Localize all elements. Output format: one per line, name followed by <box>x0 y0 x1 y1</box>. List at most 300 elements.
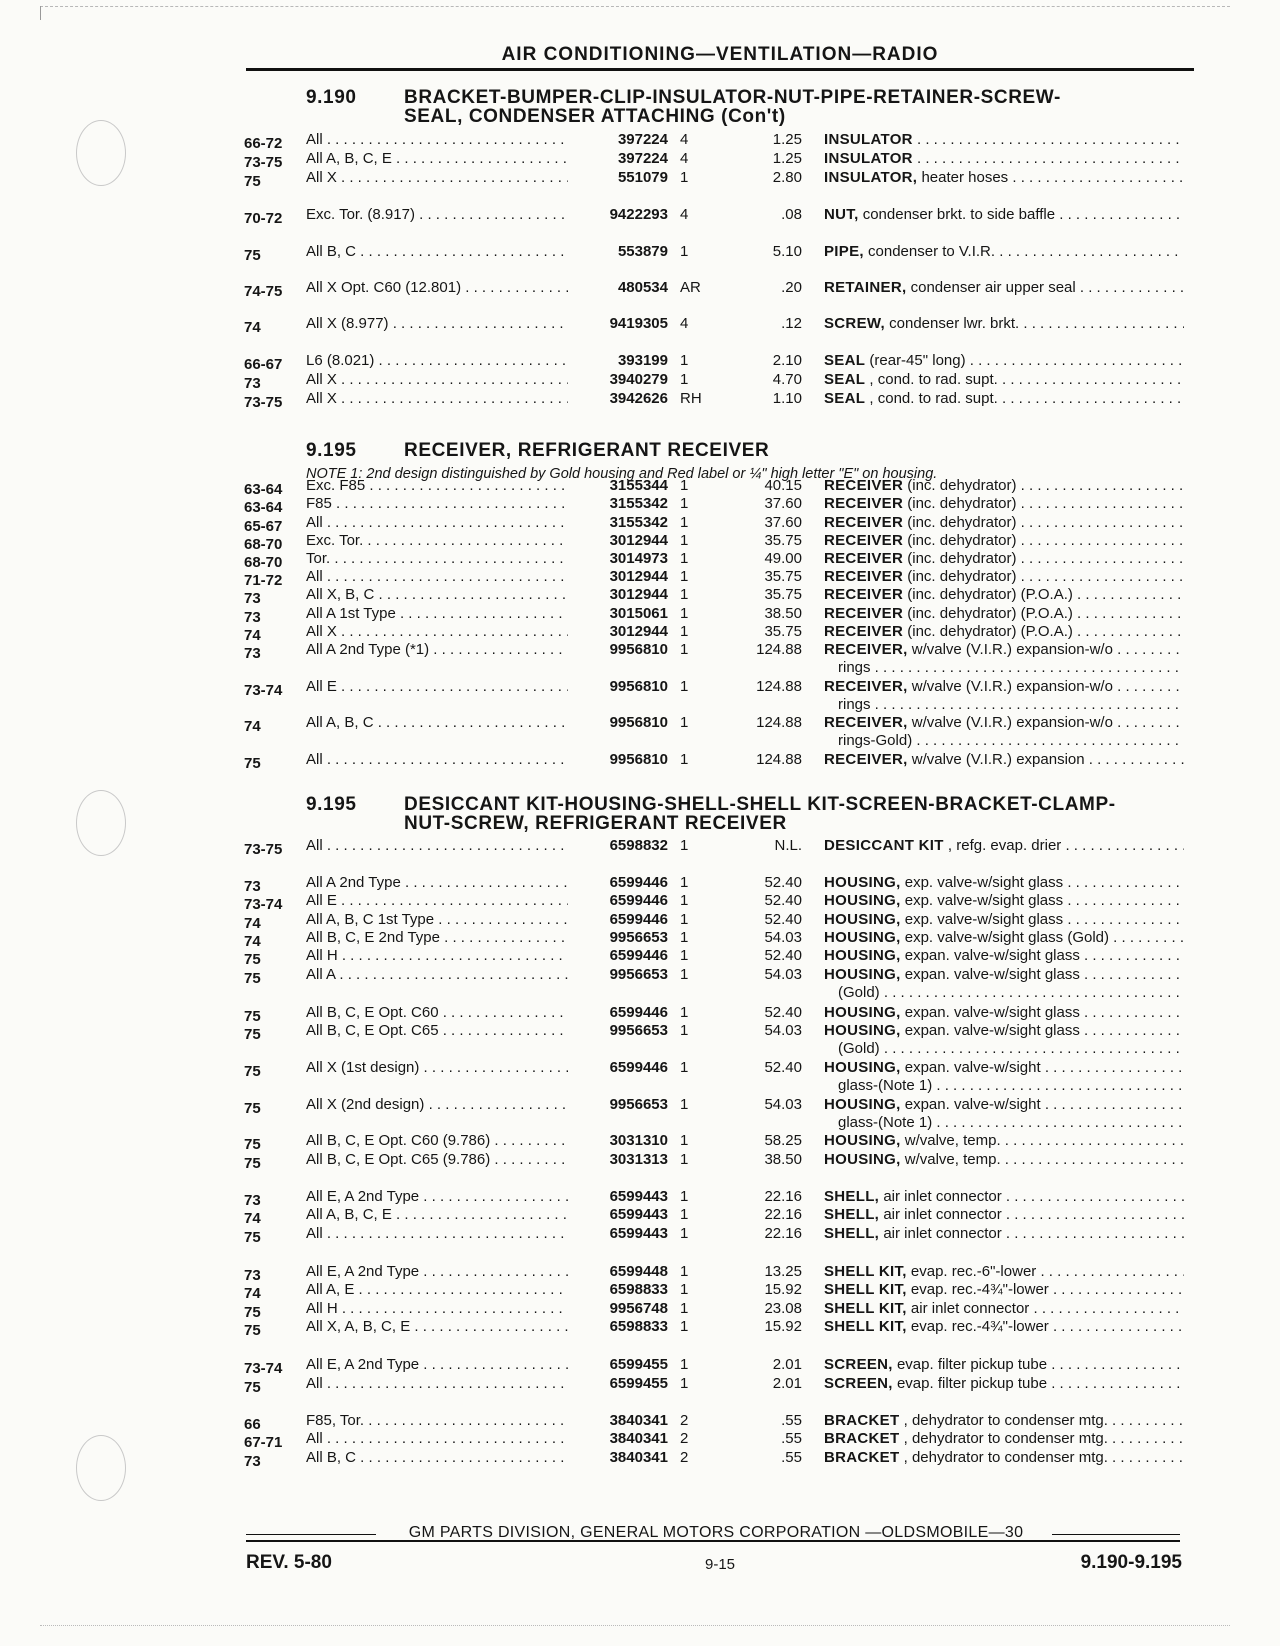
model-application: All X (8.977) . . . <box>306 314 568 333</box>
quantity: 1 <box>680 352 689 369</box>
footer-rule-left <box>246 1534 376 1535</box>
list-price: .08 <box>781 206 802 223</box>
part-name: RECEIVER <box>824 550 904 567</box>
quantity: 1 <box>680 532 689 549</box>
part-name: RECEIVER <box>824 477 904 494</box>
part-name: BRACKET <box>824 1430 900 1447</box>
model-application: All A 2nd Type . . . <box>306 873 568 892</box>
part-description <box>824 677 1184 696</box>
part-name: SCREEN, <box>824 1375 893 1392</box>
part-number: 9956748 <box>609 1300 668 1317</box>
part-detail: (inc. dehydrator) (P.O.A.) <box>907 623 1073 640</box>
part-name: HOUSING, <box>824 892 901 909</box>
quantity: 1 <box>680 243 689 260</box>
list-price: .55 <box>781 1449 802 1466</box>
part-detail: expan. valve-w/sight glass <box>904 966 1080 983</box>
parts-row <box>0 928 1280 950</box>
part-name: HOUSING, <box>824 929 901 946</box>
part-number: 9956810 <box>609 751 668 768</box>
model-application: L6 (8.021) . . . <box>306 351 568 370</box>
list-price: 52.40 <box>764 947 802 964</box>
quantity: 1 <box>680 514 689 531</box>
quantity: 2 <box>680 1449 689 1466</box>
model-year: 66-67 <box>244 356 283 373</box>
list-price: 38.50 <box>764 605 802 622</box>
part-number: 6599455 <box>609 1356 668 1373</box>
part-name: RECEIVER <box>824 586 904 603</box>
parts-row <box>0 314 1280 336</box>
part-description <box>824 1429 1184 1448</box>
model-application: All X (1st design) . . . <box>306 1058 568 1077</box>
part-number: 6598833 <box>609 1281 668 1298</box>
scan-edge-left <box>40 6 41 20</box>
header-rule <box>246 68 1194 71</box>
model-application: All X . . . <box>306 168 568 187</box>
model-year: 75 <box>244 1322 261 1339</box>
quantity: 2 <box>680 1430 689 1447</box>
part-name: SHELL, <box>824 1225 880 1242</box>
footer-rule-bottom <box>246 1540 1180 1542</box>
quantity: AR <box>680 279 701 296</box>
model-year: 75 <box>244 173 261 190</box>
part-name: RECEIVER, <box>824 751 908 768</box>
part-name: HOUSING, <box>824 1096 901 1113</box>
part-name: RECEIVER <box>824 495 904 512</box>
list-price: 22.16 <box>764 1206 802 1223</box>
list-price: .12 <box>781 315 802 332</box>
list-price: 1.25 <box>772 150 802 167</box>
part-name: HOUSING, <box>824 966 901 983</box>
model-application: All . . . <box>306 750 568 769</box>
part-detail: exp. valve-w/sight glass <box>904 892 1064 909</box>
list-price: 35.75 <box>764 532 802 549</box>
part-number: 3155342 <box>609 514 668 531</box>
part-number: 3012944 <box>609 586 668 603</box>
model-year: 73 <box>244 1192 261 1209</box>
part-description <box>824 278 1184 297</box>
quantity: 1 <box>680 678 689 695</box>
quantity: 1 <box>680 1151 689 1168</box>
quantity: 1 <box>680 929 689 946</box>
model-year: 73-75 <box>244 154 283 171</box>
description-continuation: glass-(Note 1) . . . <box>838 1076 1184 1095</box>
part-number: 9419305 <box>609 315 668 332</box>
model-application: All X (2nd design) . . . <box>306 1095 568 1114</box>
part-detail: , dehydrator to condenser mtg. <box>903 1430 1108 1447</box>
parts-row <box>0 1280 1280 1302</box>
list-price: .20 <box>781 279 802 296</box>
part-detail: evap. rec.-6"-lower <box>910 1263 1037 1280</box>
model-year: 70-72 <box>244 210 283 227</box>
part-name: SHELL KIT, <box>824 1318 907 1335</box>
quantity: RH <box>680 390 702 407</box>
part-name: RECEIVER <box>824 605 904 622</box>
model-year: 74 <box>244 933 261 950</box>
model-year: 75 <box>244 1026 261 1043</box>
part-name: HOUSING, <box>824 1022 901 1039</box>
parts-row <box>0 1355 1280 1377</box>
quantity: 1 <box>680 714 689 731</box>
quantity: 4 <box>680 150 689 167</box>
description-continuation: glass-(Note 1) . . . <box>838 1113 1184 1132</box>
quantity: 1 <box>680 550 689 567</box>
model-year: 73 <box>244 609 261 626</box>
quantity: 1 <box>680 623 689 640</box>
part-number: 3014973 <box>609 550 668 567</box>
part-detail: expan. valve-w/sight glass <box>904 1022 1080 1039</box>
section-title: DESICCANT KIT-HOUSING-SHELL-SHELL KIT-SCREEN-BRACKET-CLAMP- NUT-SCREW, REFRIGERANT RECEIVER <box>404 794 1116 834</box>
part-number: 6599446 <box>609 1004 668 1021</box>
quantity: 4 <box>680 206 689 223</box>
description-continuation: (Gold) . . . <box>838 983 1184 1002</box>
part-number: 6599446 <box>609 911 668 928</box>
model-application: All X Opt. C60 (12.801) . . . <box>306 278 568 297</box>
part-description <box>824 1205 1184 1224</box>
quantity: 1 <box>680 947 689 964</box>
list-price: 54.03 <box>764 966 802 983</box>
parts-row <box>0 1150 1280 1172</box>
quantity: 4 <box>680 131 689 148</box>
model-application: All . . . <box>306 130 568 149</box>
part-description <box>824 873 1184 892</box>
part-description <box>824 910 1184 929</box>
part-number: 3155344 <box>609 477 668 494</box>
parts-row <box>0 677 1280 699</box>
quantity: 1 <box>680 641 689 658</box>
part-description <box>824 640 1184 659</box>
part-number: 3012944 <box>609 568 668 585</box>
part-description <box>824 946 1184 965</box>
model-application: All A, B, C, E . . . <box>306 1205 568 1224</box>
parts-row <box>0 1187 1280 1209</box>
parts-row <box>0 891 1280 913</box>
part-detail: air inlet connector <box>883 1225 1002 1242</box>
section-heading <box>306 441 1164 460</box>
part-description <box>824 1003 1184 1022</box>
part-name: BRACKET <box>824 1449 900 1466</box>
part-number: 6599443 <box>609 1206 668 1223</box>
model-application: All B, C . . . <box>306 242 568 261</box>
part-detail: condenser brkt. to side baffle <box>862 206 1056 223</box>
part-number: 9956810 <box>609 641 668 658</box>
list-price: 124.88 <box>756 641 802 658</box>
part-detail: evap. rec.-4¾"-lower <box>910 1281 1049 1298</box>
part-name: INSULATOR <box>824 131 913 148</box>
part-number: 393199 <box>617 352 668 369</box>
part-description <box>824 149 1184 168</box>
part-name: HOUSING, <box>824 947 901 964</box>
model-application: All E . . . <box>306 891 568 910</box>
part-detail: expan. valve-w/sight <box>904 1096 1041 1113</box>
parts-row <box>0 370 1280 392</box>
part-detail: w/valve (V.I.R.) expansion-w/o <box>911 714 1113 731</box>
part-name: PIPE, <box>824 243 864 260</box>
part-description <box>824 1187 1184 1206</box>
model-year: 73-75 <box>244 394 283 411</box>
parts-row <box>0 1205 1280 1227</box>
part-name: HOUSING, <box>824 874 901 891</box>
list-price: 35.75 <box>764 623 802 640</box>
model-application: All E . . . <box>306 677 568 696</box>
list-price: 1.10 <box>772 390 802 407</box>
quantity: 1 <box>680 751 689 768</box>
part-detail: expan. valve-w/sight glass <box>904 947 1080 964</box>
parts-row <box>0 205 1280 227</box>
list-price: 52.40 <box>764 892 802 909</box>
model-year: 75 <box>244 1100 261 1117</box>
part-detail: expan. valve-w/sight <box>904 1059 1041 1076</box>
part-description <box>824 531 1184 550</box>
model-application: All B, C . . . <box>306 1448 568 1467</box>
model-application: All A, E . . . <box>306 1280 568 1299</box>
model-application: All X, B, C . . . <box>306 585 568 604</box>
part-number: 3942626 <box>609 390 668 407</box>
part-name: DESICCANT KIT <box>824 837 944 854</box>
scan-edge-bottom <box>40 1625 1230 1626</box>
part-detail: (rear-45" long) <box>869 352 966 369</box>
model-year: 74 <box>244 718 261 735</box>
part-description <box>824 1355 1184 1374</box>
part-number: 3840341 <box>609 1449 668 1466</box>
part-name: RECEIVER <box>824 514 904 531</box>
model-year: 73 <box>244 1453 261 1470</box>
model-year: 74-75 <box>244 283 283 300</box>
model-application: All X . . . <box>306 389 568 408</box>
part-name: RETAINER, <box>824 279 907 296</box>
parts-row <box>0 604 1280 626</box>
part-number: 397224 <box>617 131 668 148</box>
quantity: 1 <box>680 1263 689 1280</box>
list-price: 124.88 <box>756 714 802 731</box>
quantity: 1 <box>680 1206 689 1223</box>
part-description <box>824 713 1184 732</box>
parts-row <box>0 1131 1280 1153</box>
part-detail: evap. filter pickup tube <box>896 1375 1048 1392</box>
part-name: HOUSING, <box>824 1151 901 1168</box>
model-year: 67-71 <box>244 1434 283 1451</box>
part-number: 6599446 <box>609 1059 668 1076</box>
part-description <box>824 351 1184 370</box>
part-description <box>824 494 1184 513</box>
model-application: F85 . . . <box>306 494 568 513</box>
part-number: 397224 <box>617 150 668 167</box>
model-application: All . . . <box>306 1429 568 1448</box>
model-application: All X . . . <box>306 370 568 389</box>
model-application: All X, A, B, C, E . . . <box>306 1317 568 1336</box>
model-year: 74 <box>244 319 261 336</box>
part-description <box>824 585 1184 604</box>
list-price: 4.70 <box>772 371 802 388</box>
part-description <box>824 1280 1184 1299</box>
quantity: 1 <box>680 966 689 983</box>
list-price: 35.75 <box>764 568 802 585</box>
quantity: 1 <box>680 477 689 494</box>
model-application: All . . . <box>306 1374 568 1393</box>
parts-row <box>0 836 1280 858</box>
parts-row <box>0 149 1280 171</box>
parts-row <box>0 130 1280 152</box>
part-name: RECEIVER, <box>824 641 908 658</box>
model-year: 68-70 <box>244 554 283 571</box>
model-year: 63-64 <box>244 499 283 516</box>
list-price: 37.60 <box>764 514 802 531</box>
part-description <box>824 242 1184 261</box>
section-heading <box>306 88 1164 126</box>
part-name: HOUSING, <box>824 1132 901 1149</box>
list-price: 54.03 <box>764 1096 802 1113</box>
model-year: 73-75 <box>244 841 283 858</box>
section-note: NOTE 1: 2nd design distinguished by Gold housing and Red label or ¼" high letter "E" on housing. <box>306 466 938 482</box>
parts-row <box>0 242 1280 264</box>
part-detail: , cond. to rad. supt. <box>869 390 998 407</box>
part-description <box>824 750 1184 769</box>
footer-publisher: GM PARTS DIVISION, GENERAL MOTORS CORPORATION —OLDSMOBILE—30 <box>408 1524 1024 1541</box>
part-description <box>824 928 1184 947</box>
model-year: 66-72 <box>244 135 283 152</box>
part-number: 3840341 <box>609 1412 668 1429</box>
part-detail: condenser to V.I.R. <box>868 243 996 260</box>
part-description <box>824 1224 1184 1243</box>
parts-row <box>0 1411 1280 1433</box>
part-description <box>824 622 1184 641</box>
section-title: BRACKET-BUMPER-CLIP-INSULATOR-NUT-PIPE-RETAINER-SCREW- SEAL, CONDENSER ATTACHING (Con't) <box>404 87 1061 127</box>
model-application: All . . . <box>306 836 568 855</box>
parts-row <box>0 494 1280 516</box>
quantity: 2 <box>680 1412 689 1429</box>
list-price: 22.16 <box>764 1225 802 1242</box>
description-continuation: rings . . . <box>838 658 1184 677</box>
parts-row <box>0 640 1280 662</box>
model-year: 63-64 <box>244 481 283 498</box>
parts-row <box>0 1095 1280 1117</box>
part-number: 6599443 <box>609 1225 668 1242</box>
parts-row <box>0 873 1280 895</box>
part-number: 6598832 <box>609 837 668 854</box>
model-year: 75 <box>244 1155 261 1172</box>
list-price: 15.92 <box>764 1281 802 1298</box>
model-application: F85, Tor. . . . <box>306 1411 568 1430</box>
parts-row <box>0 1262 1280 1284</box>
parts-row <box>0 567 1280 589</box>
part-name: INSULATOR <box>824 150 913 167</box>
part-detail: w/valve, temp. <box>904 1151 1001 1168</box>
quantity: 1 <box>680 568 689 585</box>
part-description <box>824 1095 1184 1114</box>
model-year: 71-72 <box>244 572 283 589</box>
part-detail: (inc. dehydrator) (P.O.A.) <box>907 605 1073 622</box>
part-description <box>824 205 1184 224</box>
quantity: 1 <box>680 586 689 603</box>
part-number: 9956653 <box>609 1096 668 1113</box>
part-number: 6599446 <box>609 874 668 891</box>
footer-section-range: 9.190-9.195 <box>1080 1552 1182 1573</box>
model-year: 73 <box>244 645 261 662</box>
footer-rule-right <box>1052 1534 1180 1535</box>
part-number: 553879 <box>617 243 668 260</box>
page-header: AIR CONDITIONING—VENTILATION—RADIO <box>501 44 939 65</box>
model-application: All H . . . <box>306 1299 568 1318</box>
model-year: 74 <box>244 915 261 932</box>
model-application: All A 2nd Type (*1) . . . <box>306 640 568 659</box>
part-number: 3012944 <box>609 532 668 549</box>
part-number: 3840341 <box>609 1430 668 1447</box>
part-description <box>824 549 1184 568</box>
model-application: All B, C, E 2nd Type . . . <box>306 928 568 947</box>
list-price: 1.25 <box>772 131 802 148</box>
part-number: 480534 <box>617 279 668 296</box>
model-year: 66 <box>244 1416 261 1433</box>
parts-row <box>0 1317 1280 1339</box>
list-price: 22.16 <box>764 1188 802 1205</box>
model-year: 74 <box>244 1210 261 1227</box>
quantity: 1 <box>680 1318 689 1335</box>
parts-row <box>0 622 1280 644</box>
model-year: 73-74 <box>244 1360 283 1377</box>
part-name: SHELL, <box>824 1206 880 1223</box>
model-application: Tor. . . . <box>306 549 568 568</box>
list-price: 23.08 <box>764 1300 802 1317</box>
list-price: 37.60 <box>764 495 802 512</box>
model-year: 73-74 <box>244 682 283 699</box>
model-application: All B, C, E Opt. C60 . . . <box>306 1003 568 1022</box>
part-name: SHELL KIT, <box>824 1263 907 1280</box>
model-year: 65-67 <box>244 518 283 535</box>
model-application: All A, B, C, E . . . <box>306 149 568 168</box>
part-name: RECEIVER <box>824 568 904 585</box>
model-application: All . . . <box>306 1224 568 1243</box>
part-detail: w/valve (V.I.R.) expansion <box>911 751 1085 768</box>
quantity: 1 <box>680 1375 689 1392</box>
part-detail: , dehydrator to condenser mtg. <box>903 1449 1108 1466</box>
parts-row <box>0 1429 1280 1451</box>
model-application: All A, B, C . . . <box>306 713 568 732</box>
quantity: 1 <box>680 1059 689 1076</box>
part-description <box>824 389 1184 408</box>
part-description <box>824 891 1184 910</box>
part-description <box>824 836 1184 855</box>
model-year: 75 <box>244 951 261 968</box>
model-application: All E, A 2nd Type . . . <box>306 1262 568 1281</box>
part-detail: , refg. evap. drier <box>947 837 1062 854</box>
list-price: N.L. <box>774 837 802 854</box>
part-name: RECEIVER, <box>824 714 908 731</box>
part-description <box>824 476 1184 495</box>
model-application: Exc. Tor. . . . <box>306 531 568 550</box>
part-description <box>824 1021 1184 1040</box>
parts-row <box>0 389 1280 411</box>
parts-row <box>0 713 1280 735</box>
model-year: 75 <box>244 1304 261 1321</box>
list-price: 5.10 <box>772 243 802 260</box>
parts-row <box>0 476 1280 498</box>
model-year: 75 <box>244 1136 261 1153</box>
model-application: All X . . . <box>306 622 568 641</box>
list-price: 52.40 <box>764 1059 802 1076</box>
part-detail: condenser lwr. brkt. <box>889 315 1020 332</box>
part-name: SCREW, <box>824 315 885 332</box>
part-description <box>824 1411 1184 1430</box>
parts-row <box>0 585 1280 607</box>
part-description <box>824 370 1184 389</box>
part-name: SEAL <box>824 371 866 388</box>
part-description <box>824 1317 1184 1336</box>
model-application: All . . . <box>306 567 568 586</box>
part-detail: w/valve, temp. <box>904 1132 1001 1149</box>
section-number: 9.195 <box>306 440 357 461</box>
model-year: 74 <box>244 627 261 644</box>
list-price: 49.00 <box>764 550 802 567</box>
part-description <box>824 965 1184 984</box>
